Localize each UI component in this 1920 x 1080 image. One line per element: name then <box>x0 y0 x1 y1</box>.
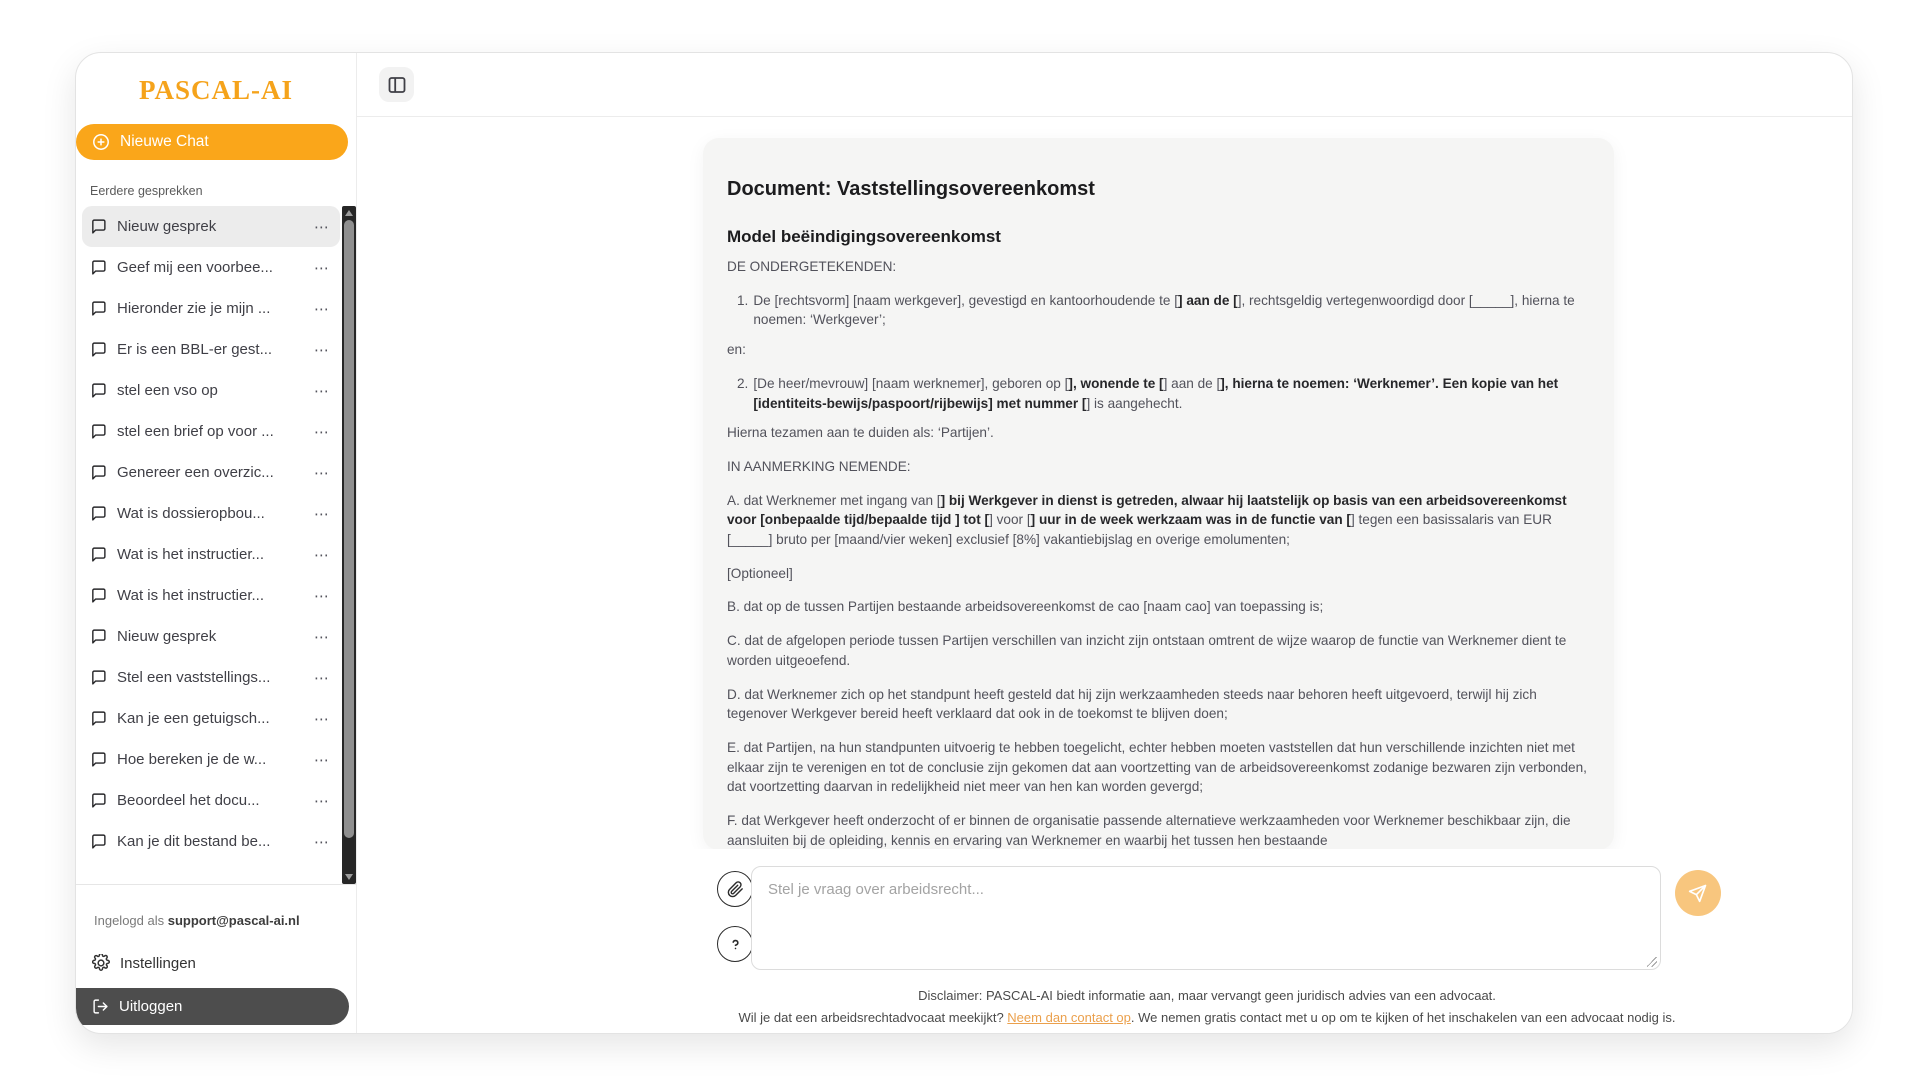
conversation-label: Geef mij een voorbee... <box>117 259 273 276</box>
document-card <box>703 138 1614 849</box>
document-paragraph: F. dat Werkgever heeft onderzocht of er binnen de organisatie passende alternatieve werkzaamheden voor Werknemer beschikbaar zijn, die aansluiten bij de opleiding, kennis en ervaring van Werknemer en waarbij het tussen hen bestaande <box>727 813 1571 848</box>
new-chat-button[interactable] <box>76 124 348 160</box>
main-area <box>357 53 1852 1033</box>
chat-bubble-icon <box>90 546 107 563</box>
chat-bubble-icon <box>90 218 107 235</box>
sidebar-footer <box>76 884 356 1033</box>
conversation-menu-icon[interactable]: ⋯ <box>314 259 330 277</box>
conversation-item[interactable] <box>82 206 340 247</box>
new-chat-label: Nieuwe Chat <box>120 133 209 150</box>
chat-bubble-icon <box>90 300 107 317</box>
conversation-menu-icon[interactable]: ⋯ <box>314 546 330 564</box>
conversation-label: Wat is het instructier... <box>117 587 264 604</box>
logged-in-prefix: Ingelogd als <box>94 913 168 928</box>
settings-label: Instellingen <box>120 954 196 972</box>
conversation-menu-icon[interactable]: ⋯ <box>314 423 330 441</box>
conversation-label: Kan je dit bestand be... <box>117 833 271 850</box>
logged-in-status <box>76 905 356 936</box>
gear-icon <box>92 954 110 972</box>
conversation-label: Wat is het instructier... <box>117 546 264 563</box>
conversation-item[interactable] <box>82 575 340 616</box>
logout-label: Uitloggen <box>119 998 183 1015</box>
chat-bubble-icon <box>90 505 107 522</box>
scrollbar-down-arrow-icon[interactable] <box>345 874 353 880</box>
conversation-item[interactable] <box>82 698 340 739</box>
chat-bubble-icon <box>90 669 107 686</box>
document-subtitle: Model beëindigingsovereenkomst <box>727 227 1001 246</box>
chat-bubble-icon <box>90 587 107 604</box>
conversation-menu-icon[interactable]: ⋯ <box>314 382 330 400</box>
app-window <box>75 52 1853 1034</box>
conversation-item[interactable] <box>82 739 340 780</box>
document-paragraph: D. dat Werknemer zich op het standpunt heeft gesteld dat hij zijn werkzaamheden steeds naar behoren heeft uitgevoerd, terwijl hij zich tegenover Werkgever bereid heeft verklaard dat ook in de toekomst te blijven doen; <box>727 686 1537 722</box>
contact-link[interactable]: Neem dan contact op <box>1007 1010 1131 1026</box>
chat-bubble-icon <box>90 751 107 768</box>
logged-in-email: support@pascal-ai.nl <box>167 913 300 928</box>
send-button[interactable] <box>1675 870 1721 916</box>
conversation-list-wrap <box>76 206 356 884</box>
conversation-menu-icon[interactable]: ⋯ <box>314 587 330 605</box>
conversation-label: Hoe bereken je de w... <box>117 751 267 768</box>
chat-bubble-icon <box>90 833 107 850</box>
document-paragraph: E. dat Partijen, na hun standpunten uitvoerig te hebben toegelicht, echter hebben moeten vaststellen dat hun verschillende inzichten niet met elkaar zijn te verenigen en tot de conclusie zijn gekomen dat aan voortzetting van de arbeidsovereenkomst zodanige bezwaren zijn verbonden, dat voortzetting daarvan in redelijkheid niet meer van hen kan worden gevergd; <box>727 739 1587 795</box>
conversation-label: Stel een vaststellings... <box>117 669 271 686</box>
chat-bubble-icon <box>90 464 107 481</box>
document-body <box>727 257 1590 849</box>
conversation-menu-icon[interactable]: ⋯ <box>314 464 330 482</box>
conversation-item[interactable] <box>82 493 340 534</box>
conversation-label: Er is een BBL-er gest... <box>117 341 273 358</box>
document-paragraph: [Optioneel] <box>727 565 793 581</box>
topbar <box>357 53 1852 117</box>
paper-plane-icon <box>1688 883 1708 903</box>
conversation-menu-icon[interactable]: ⋯ <box>314 505 330 523</box>
sidebar <box>76 53 357 1033</box>
conversation-menu-icon[interactable]: ⋯ <box>314 300 330 318</box>
conversation-menu-icon[interactable]: ⋯ <box>314 669 330 687</box>
conversations-scrollbar[interactable] <box>342 206 356 884</box>
conversation-label: Genereer een overzic... <box>117 464 274 481</box>
conversation-item[interactable] <box>82 288 340 329</box>
document-paragraph: C. dat de afgelopen periode tussen Partijen verschillen van inzicht zijn ontstaan omtrent de wijze waarop de functie van Werknemer dient te worden uitgeoefend. <box>727 633 1567 668</box>
conversation-label: Kan je een getuigsch... <box>117 710 270 727</box>
conversation-menu-icon[interactable]: ⋯ <box>314 628 330 646</box>
conversation-item[interactable] <box>82 370 340 411</box>
paperclip-icon <box>727 881 744 898</box>
conversation-item[interactable] <box>82 329 340 370</box>
chat-bubble-icon <box>90 259 107 276</box>
conversation-menu-icon[interactable]: ⋯ <box>314 833 330 851</box>
conversation-item[interactable] <box>82 657 340 698</box>
history-section-label: Eerdere gesprekken <box>90 184 203 198</box>
chat-bubble-icon <box>90 423 107 440</box>
brand-logo: PASCAL-AI <box>138 75 293 105</box>
conversation-menu-icon[interactable]: ⋯ <box>314 341 330 359</box>
logout-button[interactable] <box>76 988 349 1025</box>
disclaimer-line2-prefix: Wil je dat een arbeidsrechtadvocaat meekijkt? <box>738 1010 1008 1026</box>
conversation-menu-icon[interactable]: ⋯ <box>314 710 330 728</box>
conversation-label: Wat is dossieropbou... <box>117 505 265 522</box>
conversation-item[interactable] <box>82 452 340 493</box>
disclaimer-line1: Disclaimer: PASCAL-AI biedt informatie aan, maar vervangt geen juridisch advies van een advocaat. <box>918 988 1496 1003</box>
document-paragraph: IN AANMERKING NEMENDE: <box>727 458 911 474</box>
question-circle-icon <box>726 935 745 954</box>
chat-bubble-icon <box>90 710 107 727</box>
chat-bubble-icon <box>90 628 107 645</box>
conversation-menu-icon[interactable]: ⋯ <box>314 792 330 810</box>
conversation-item[interactable] <box>82 616 340 657</box>
sidebar-toggle-button[interactable] <box>379 67 414 102</box>
chat-bubble-icon <box>90 341 107 358</box>
composer <box>357 849 1852 1033</box>
document-paragraph: Hierna tezamen aan te duiden als: ‘Partijen’. <box>727 425 994 441</box>
scrollbar-up-arrow-icon[interactable] <box>345 210 353 216</box>
document-paragraph: B. dat op de tussen Partijen bestaande arbeidsovereenkomst de cao [naam cao] van toepassing is; <box>727 599 1324 615</box>
conversation-menu-icon[interactable]: ⋯ <box>314 218 330 236</box>
chat-bubble-icon <box>90 382 107 399</box>
logout-icon <box>92 998 109 1015</box>
plus-circle-icon <box>92 133 110 151</box>
conversation-label: Beoordeel het docu... <box>117 792 260 809</box>
document-paragraph: DE ONDERGETEKENDEN: <box>727 259 897 274</box>
document-paragraph: A. dat Werknemer met ingang van [] bij Werkgever in dienst is getreden, alwaar hij laatstelijk op basis van een arbeidsovereenkomst voor [onbepaalde tijd/bepaalde tijd ] tot [] voor [] uur in de week werkzaam was in de functie van [] tegen een basissalaris van EUR [_____] bruto per [maand/vier weken] exclusief [8%] vakantiebijslag en overige emolumenten; <box>727 492 1567 548</box>
document-paragraph: 1. De [rechtsvorm] [naam werkgever], gevestigd en kantoorhoudende te [] aan de [], rechtsgeldig vertegenwoordigd door [_____], hierna te noemen: ‘Werkgever’; <box>737 292 1575 328</box>
conversation-item[interactable] <box>82 411 340 452</box>
document-title: Document: Vaststellingsovereenkomst <box>727 178 1095 200</box>
conversation-label: Nieuw gesprek <box>117 628 217 645</box>
conversation-list <box>82 206 340 884</box>
document-paragraph: en: <box>727 342 746 358</box>
chat-bubble-icon <box>90 792 107 809</box>
help-button[interactable] <box>717 926 753 962</box>
conversation-menu-icon[interactable]: ⋯ <box>314 751 330 769</box>
conversation-item[interactable] <box>82 821 340 862</box>
settings-button[interactable] <box>76 936 356 986</box>
attach-file-button[interactable] <box>717 871 753 907</box>
conversation-item[interactable] <box>82 534 340 575</box>
sidebar-toggle-icon <box>387 75 407 95</box>
conversation-label: Hieronder zie je mijn ... <box>117 300 271 317</box>
disclaimer-line2-suffix: . We nemen gratis contact met u op om te kijken of het inschakelen van een advocaat nodig is. <box>1130 1010 1676 1026</box>
chat-input[interactable] <box>751 866 1661 970</box>
document-paragraph: 2. [De heer/mevrouw] [naam werknemer], geboren op [], wonende te [] aan de [], hierna te noemen: ‘Werknemer’. Een kopie van het [identiteits-bewijs/paspoort/rijbewijs] met nummer [] is aangehecht. <box>737 375 1559 411</box>
chat-content <box>357 117 1852 849</box>
conversation-item[interactable] <box>82 247 340 288</box>
disclaimer-line2 <box>697 1007 1717 1029</box>
scrollbar-thumb[interactable] <box>344 220 354 838</box>
conversation-label: Nieuw gesprek <box>117 218 217 235</box>
disclaimer <box>697 985 1717 1029</box>
conversation-label: stel een vso op <box>117 382 218 399</box>
conversation-label: stel een brief op voor ... <box>117 423 274 440</box>
conversation-item[interactable] <box>82 780 340 821</box>
